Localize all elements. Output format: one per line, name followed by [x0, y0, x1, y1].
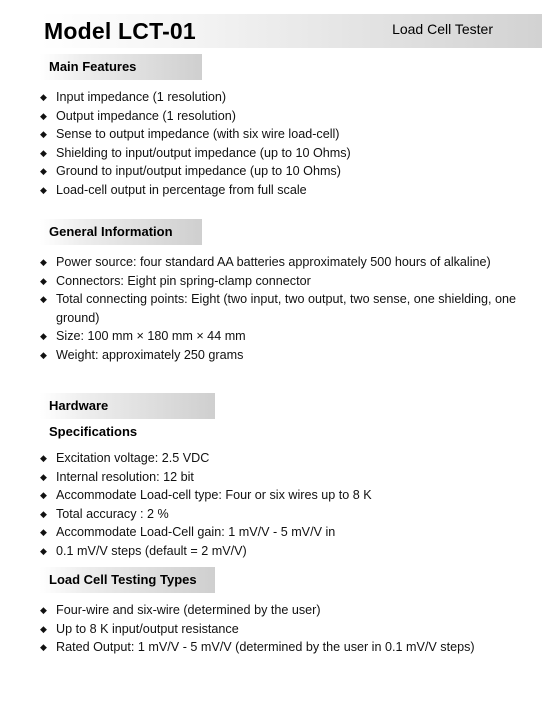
list-item: ◆ Total accuracy : 2 % [40, 505, 526, 524]
bullet-icon: ◆ [40, 642, 47, 652]
bullet-icon: ◆ [40, 110, 47, 121]
main-features-list [40, 88, 526, 199]
hardware-specifications-list [40, 449, 526, 560]
list-item: ◆ Ground to input/output impedance (up to 10 Ohms) [40, 162, 526, 181]
list-item: ◆ Output impedance (1 resolution) [40, 107, 526, 126]
list-item: ◆ Connectors: Eight pin spring-clamp connector [40, 272, 526, 291]
list-item: ◆ Excitation voltage: 2.5 VDC [40, 449, 526, 468]
section-header-hardware-specifications: Hardware Specifications [40, 393, 215, 419]
section-general-information [40, 219, 526, 364]
section-header-load-cell-testing-types: Load Cell Testing Types [40, 567, 215, 593]
section-main-features [40, 54, 526, 199]
bullet-icon: ◆ [40, 490, 47, 500]
bullet-icon: ◆ [40, 92, 47, 102]
list-item: ◆ Sense to output impedance (with six wire load-cell) [40, 125, 526, 144]
page-title: Model LCT-01 [44, 18, 196, 44]
bullet-icon: ◆ [40, 129, 47, 139]
bullet-icon: ◆ [40, 147, 47, 158]
bullet-icon: ◆ [40, 508, 47, 519]
bullet-icon: ◆ [40, 605, 47, 615]
bullet-icon: ◆ [40, 545, 47, 556]
section-hardware-specifications [40, 393, 526, 560]
bullet-icon: ◆ [40, 275, 47, 286]
list-item: ◆ Total connecting points: Eight (two input, two output, two sense, one shielding, one ground) [40, 292, 516, 325]
list-item: ◆ Accommodate Load-Cell gain: 1 mV/V - 5 mV/V in [40, 523, 526, 542]
list-item: ◆ Input impedance (1 resolution) [40, 88, 526, 107]
bullet-icon: ◆ [40, 257, 47, 267]
section-header-general-information: General Information [40, 219, 202, 245]
bullet-icon: ◆ [40, 349, 47, 360]
bullet-icon: ◆ [40, 294, 47, 304]
bullet-icon: ◆ [40, 184, 47, 195]
bullet-icon: ◆ [40, 166, 47, 176]
list-item: ◆ Accommodate Load-cell type: Four or six wires up to 8 K [40, 486, 526, 505]
list-item: ◆ Load-cell output in percentage from full scale [40, 181, 526, 200]
bullet-icon: ◆ [40, 623, 47, 634]
list-item: ◆ Power source: four standard AA batteries approximately 500 hours of alkaline) [40, 253, 526, 272]
list-item: ◆ Rated Output: 1 mV/V - 5 mV/V (determined by the user in 0.1 mV/V steps) [40, 638, 526, 657]
list-item: ◆ Size: 100 mm × 180 mm × 44 mm [40, 327, 526, 346]
general-information-list [40, 253, 526, 364]
bullet-icon: ◆ [40, 331, 47, 341]
list-item: ◆ Four-wire and six-wire (determined by the user) [40, 601, 526, 620]
bullet-icon: ◆ [40, 471, 47, 482]
load-cell-testing-types-list [40, 601, 526, 657]
list-item: ◆ 0.1 mV/V steps (default = 2 mV/V) [40, 542, 526, 561]
bullet-icon: ◆ [40, 527, 47, 537]
list-item: ◆ Internal resolution: 12 bit [40, 468, 526, 487]
list-item: ◆ Up to 8 K input/output resistance [40, 620, 526, 639]
section-load-cell-testing-types [40, 567, 526, 657]
section-header-main-features: Main Features [40, 54, 202, 80]
bullet-icon: ◆ [40, 453, 47, 463]
page-subtitle: Load Cell Tester [392, 21, 493, 37]
list-item: ◆ Weight: approximately 250 grams [40, 346, 526, 365]
list-item: ◆ Shielding to input/output impedance (up to 10 Ohms) [40, 144, 526, 163]
